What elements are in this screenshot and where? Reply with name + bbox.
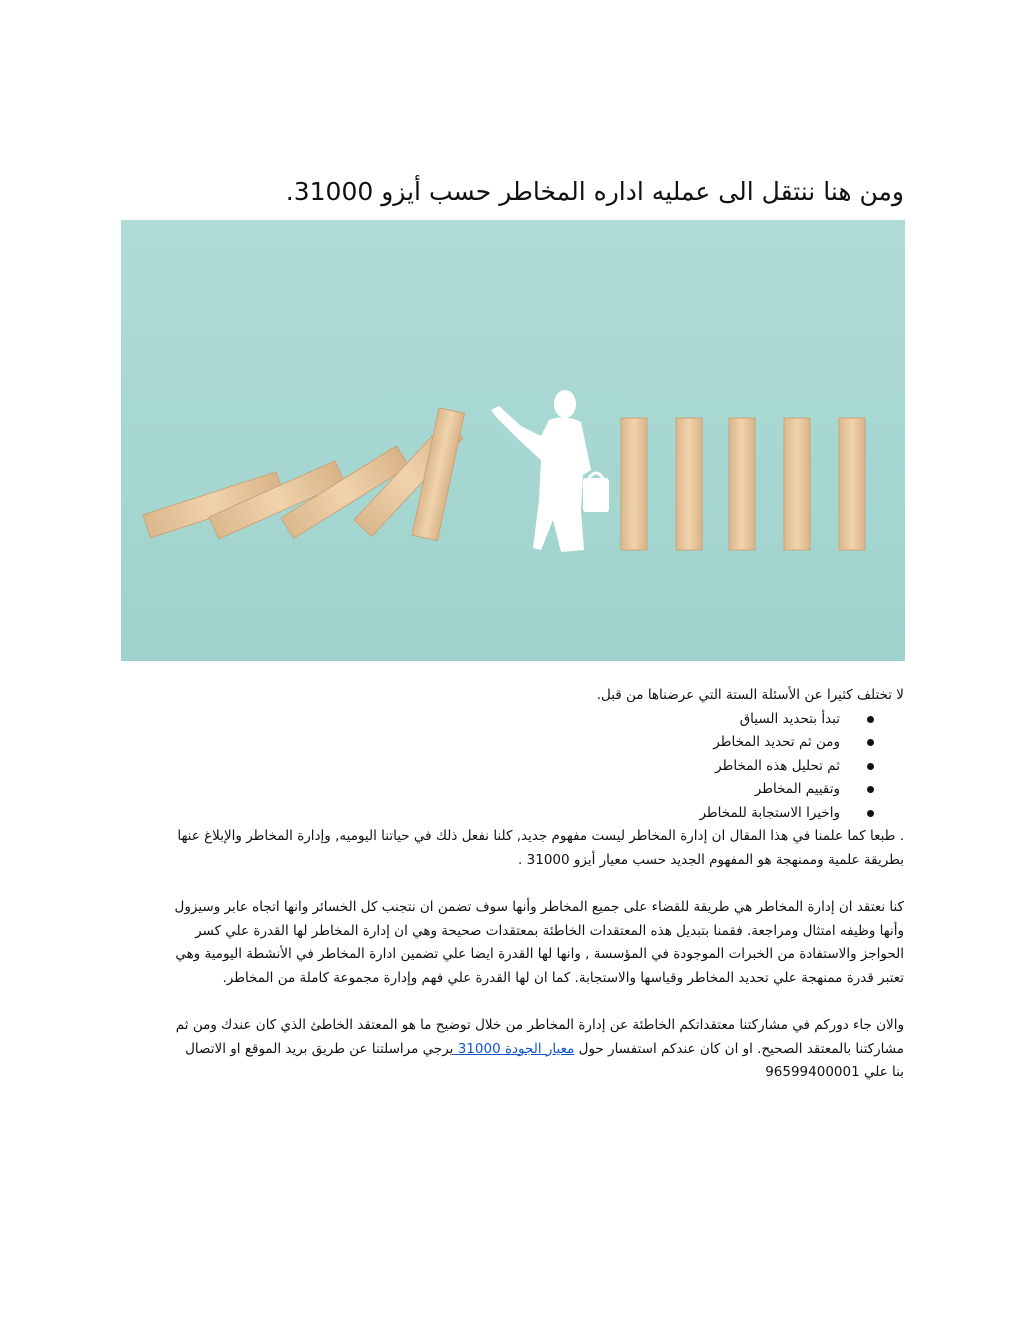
list-item: وتقييم المخاطر	[120, 778, 904, 802]
standing-domino-1	[621, 418, 647, 550]
standing-domino-4	[784, 418, 810, 550]
contact-line: بنا علي 96599400001	[765, 1064, 904, 1080]
domino-illustration	[121, 220, 905, 661]
paragraph-line: مشاركتنا بالمعتقد الصحيح. او ان كان عندكم استفسار حول معيار الجودة 31000 يرجي مراسلتنا عن طريق بريد الموقع او الاتصال	[185, 1040, 904, 1057]
paragraph-3	[120, 1014, 904, 1085]
intro-text: لا تختلف كثيرا عن الأسئلة الستة التي عرضناها من قبل.	[596, 687, 904, 703]
bullet-icon	[867, 739, 874, 746]
quality-standard-link[interactable]: معيار الجودة 31000	[453, 1040, 575, 1057]
paragraph-line: . طبعا كما علمنا في هذا المقال ان إدارة المخاطر ليست مفهوم جديد, كلنا نفعل ذلك في حياتنا اليوميه, وإدارة المخاطر والإبلاغ عنها	[177, 828, 904, 844]
standing-domino-3	[729, 418, 755, 550]
bullet-icon	[867, 763, 874, 770]
steps-list	[120, 708, 904, 826]
paragraph-2	[120, 896, 904, 990]
standing-domino-2	[676, 418, 702, 550]
paragraph-line: بطريقة علمية وممنهجة هو المفهوم الجديد حسب معيار أيزو 31000 .	[518, 851, 904, 868]
list-item: ومن ثم تحديد المخاطر	[120, 731, 904, 755]
bullet-icon	[867, 810, 874, 817]
paragraph-1	[120, 825, 904, 872]
domino-illustration-svg	[121, 220, 905, 661]
list-item: واخيرا الاستجابة للمخاطر	[120, 802, 904, 826]
paragraph-line: تعتبر قدرة ممنهجة علي تحديد المخاطر وقياسها والاستجابة. كما ان لها القدرة علي فهم وإدارة مجموعة كاملة من المخاطر.	[222, 969, 904, 986]
paragraph-line: الحواجز والاستفادة من الخبرات الموجودة في المؤسسة , وانها لها القدرة ايضا علي تضمين ادارة المخاطر في الأنشطة اليومية وهي	[175, 946, 904, 962]
list-item: ثم تحليل هذه المخاطر	[120, 755, 904, 779]
paragraph-line: والان جاء دوركم في مشاركتنا معتقداتكم الخاطئة عن إدارة المخاطر من خلال توضيح ما هو المعتقد الخاطئ الذي كان عندك ومن ثم	[175, 1017, 904, 1033]
standing-domino-5	[839, 418, 865, 550]
paragraph-line: كنا نعتقد ان إدارة المخاطر هي طريقة للقضاء على جميع المخاطر وأنها سوف تضمن ان نتجنب كل الخسائر وانها اتجاه عابر وسيزول	[174, 899, 904, 915]
bullet-icon	[867, 786, 874, 793]
paragraph-line: وأنها وظيفه امتثال ومراجعة. فقمنا بتبديل هذه المعتقدات الخاطئة بمعتقدات صحيحة وهي ان إدارة المخاطر لها القدرة علي كسر	[195, 922, 904, 939]
article-body	[120, 684, 904, 1085]
list-item: تبدأ بتحديد السياق	[120, 708, 904, 732]
page-title: ومن هنا ننتقل الى عمليه اداره المخاطر حسب أيزو 31000.	[285, 177, 904, 206]
bullet-icon	[867, 716, 874, 723]
